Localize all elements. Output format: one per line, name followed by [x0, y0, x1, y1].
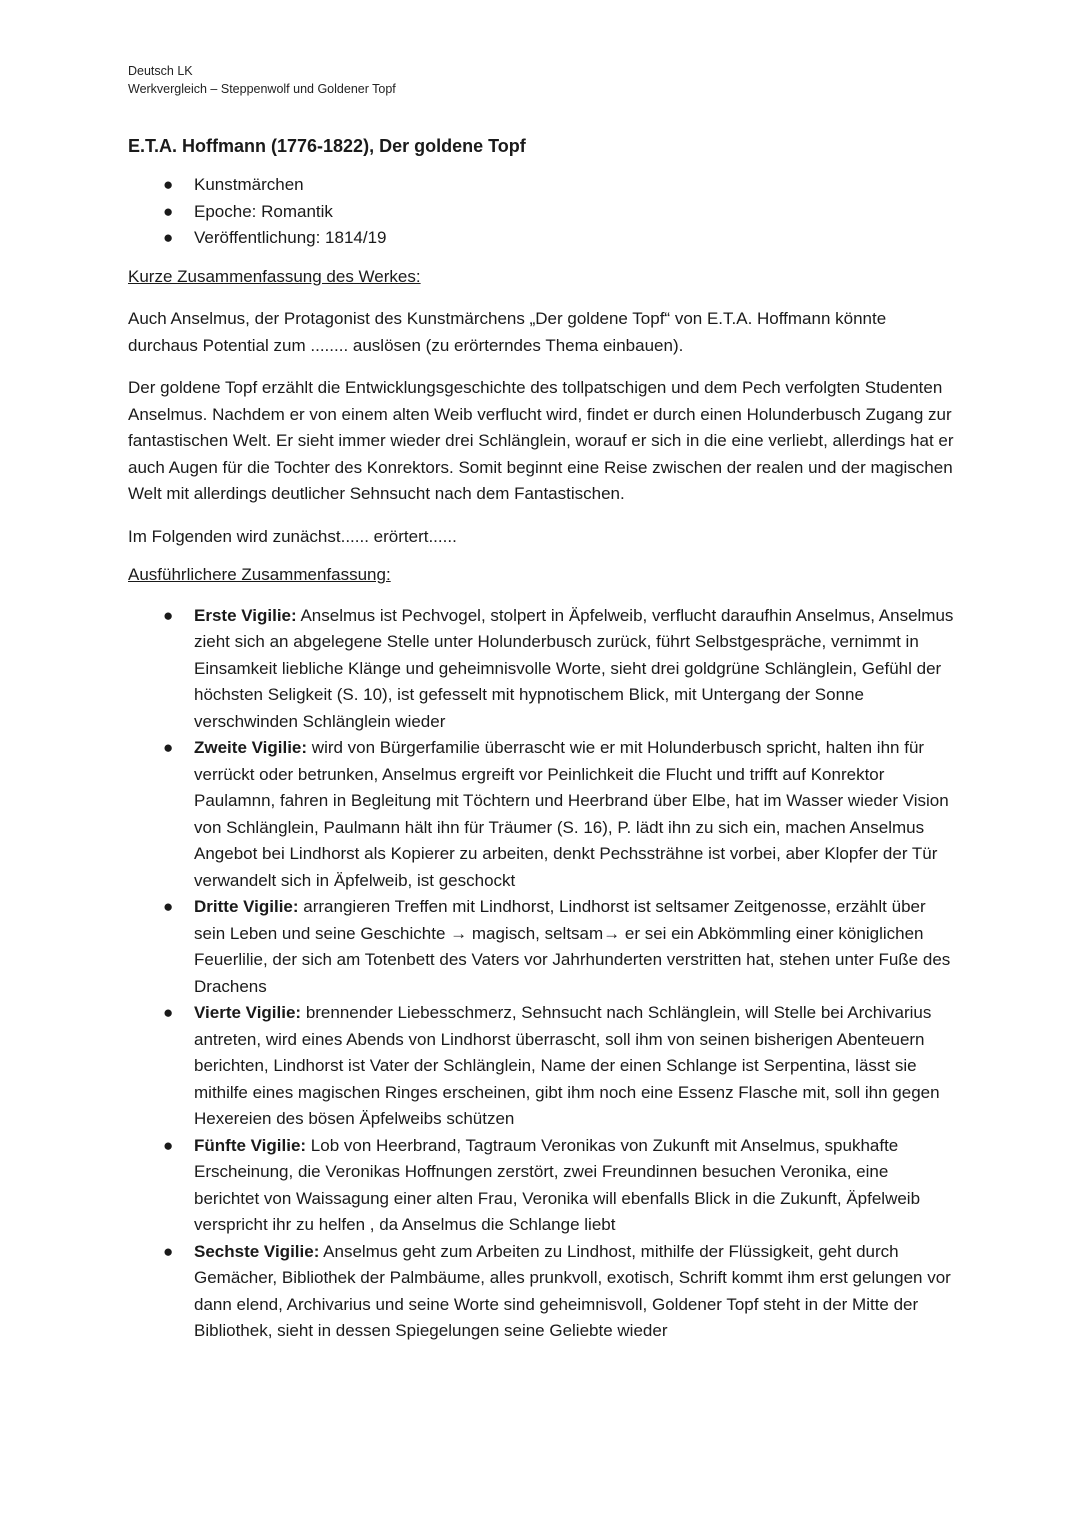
vigil-text: Lob von Heerbrand, Tagtraum Veronikas von Zukunft mit Anselmus, spukhafte Erscheinung, die Veronikas Hoffnungen zerstört, zwei Freundinnen besuchen Veronika, eine berichtet von Waissagung einer alten Frau, Veronika will ebenfalls Blick in die Zukunft, Äpfelweib verspricht ihr zu helfen , da Anselmus die Schlange liebt [194, 1135, 921, 1234]
bullet-icon: ● [163, 175, 174, 194]
list-item [128, 1239, 958, 1345]
summary-paragraph: Der goldene Topf erzählt die Entwicklungsgeschichte des tollpatschigen und dem Pech verfolgten Studenten Anselmus. Nachdem er von einem alten Weib verflucht wird, findet er durch einen Holunderbusch Zugang zur fantastischen Welt. Er sieht immer wieder drei Schlänglein, worauf er sich in die eine verliebt, allerdings hat er auch Augen für die Tochter des Konrektors. Somit beginnt eine Reise zwischen der realen und der magischen Welt mit allerdings deutlicher Sehnsucht nach dem Fantastischen. [128, 378, 954, 503]
vigil-label: Zweite Vigilie: [194, 738, 308, 757]
vigil-label: Vierte Vigilie: [194, 1003, 302, 1022]
intro-paragraph: Auch Anselmus, der Protagonist des Kunstmärchens „Der goldene Topf“ von E.T.A. Hoffmann könnte durchaus Potential zum ........ auslösen (zu erörterndes Thema einbauen). [128, 309, 887, 355]
document-page [128, 62, 958, 1345]
fact-epoch: Epoche: Romantik [194, 201, 333, 221]
list-item [128, 1133, 958, 1239]
fact-genre: Kunstmärchen [194, 175, 304, 194]
bullet-icon: ● [163, 201, 174, 221]
short-summary-heading: Kurze Zusammenfassung des Werkes: [128, 266, 421, 286]
vigil-text: Anselmus geht zum Arbeiten zu Lindhost, mithilfe der Flüssigkeit, geht durch Gemächer, Bibliothek der Palmbäume, alles prunkvoll, exotisch, Schrift kommt ihm erst gelungen vor dann elend, Archivarius und seine Worte sind geheimnisvoll, Goldener Topf steht in der Mitte der Bibliothek, sieht in dessen Spiegelungen seine Geliebte wieder [194, 1241, 951, 1340]
facts-list [128, 172, 958, 252]
outline-paragraph: Im Folgenden wird zunächst...... erörtert...... [128, 526, 457, 546]
vigil-label: Dritte Vigilie: [194, 897, 299, 916]
bullet-icon: ● [163, 1135, 174, 1155]
bullet-icon: ● [163, 605, 174, 625]
list-item [128, 735, 958, 894]
list-item [128, 172, 958, 199]
list-item [128, 603, 958, 736]
document-title: E.T.A. Hoffmann (1776-1822), Der goldene Topf [128, 136, 526, 156]
list-item [128, 1000, 958, 1133]
vigil-text: wird von Bürgerfamilie überrascht wie er mit Holunderbusch spricht, halten ihn für verrückt oder betrunken, Anselmus ergreift vor Peinlichkeit die Flucht und trifft auf Konrektor Paulamnn, fahren in Begleitung mit Töchtern und Heerbrand über Elbe, hat im Wasser wieder Vision von Schlänglein, Paulmann hält ihn für Träumer (S. 16), P. lädt ihn zu sich ein, machen Anselmus Angebot bei Lindhorst als Kopierer zu arbeiten, denkt Pechssträhne ist vorbei, aber Klopfer der Tür verwandelt sich in Äpfelweib, ist geschockt [194, 738, 949, 890]
vigil-label: Sechste Vigilie: [194, 1241, 320, 1261]
vigil-label: Fünfte Vigilie: [194, 1135, 307, 1155]
list-item [128, 225, 958, 252]
vigil-label: Erste Vigilie: [194, 605, 297, 625]
detailed-summary-heading: Ausführlichere Zusammenfassung: [128, 565, 391, 584]
vigil-text: Anselmus ist Pechvogel, stolpert in Äpfelweib, verflucht daraufhin Anselmus, Anselmus zieht sich an abgelegene Stelle unter Holunderbusch zurück, führt Selbstgespräche, vernimmt in Einsamkeit liebliche Klänge und geheimnisvolle Worte, sieht drei goldgrüne Schlänglein, Gefühl der höchsten Seligkeit (S. 10), ist gefesselt mit hypnotischem Blick, mit Untergang der Sonne verschwinden Schlänglein wieder [194, 605, 954, 731]
header-course: Deutsch LK [128, 64, 193, 78]
vigil-text: arrangieren Treffen mit Lindhorst, Lindhorst ist seltsamer Zeitgenosse, erzählt über sein Leben und seine Geschichte → magisch, seltsam→ er sei ein Abkömmling einer königlichen Feuerlilie, der sich am Totenbett des Vaters vor Jahrhunderten verstritten hat, stehen unter Fuße des Drachens [194, 897, 951, 996]
bullet-icon: ● [163, 738, 174, 757]
vigil-text: brennender Liebesschmerz, Sehnsucht nach Schlänglein, will Stelle bei Archivarius antreten, wird eines Abends von Lindhorst überrascht, soll ihm von seinen bisherigen Abenteuern berichten, Lindhorst ist Vater der Schlänglein, Name der einen Schlange ist Serpentina, lässt sie mithilfe eines magischen Ringes erscheinen, gibt ihm noch eine Essenz Flasche mit, soll ihn gegen Hexereien des bösen Äpfelweibs schützen [194, 1003, 940, 1128]
fact-publication: Veröffentlichung: 1814/19 [194, 228, 387, 247]
vigil-list [128, 603, 958, 1345]
bullet-icon: ● [163, 228, 174, 247]
bullet-icon: ● [163, 1003, 174, 1022]
bullet-icon: ● [163, 1241, 174, 1261]
header-subtitle: Werkvergleich – Steppenwolf und Goldener Topf [128, 82, 396, 96]
list-item [128, 199, 958, 226]
bullet-icon: ● [163, 897, 174, 916]
list-item [128, 894, 958, 1000]
